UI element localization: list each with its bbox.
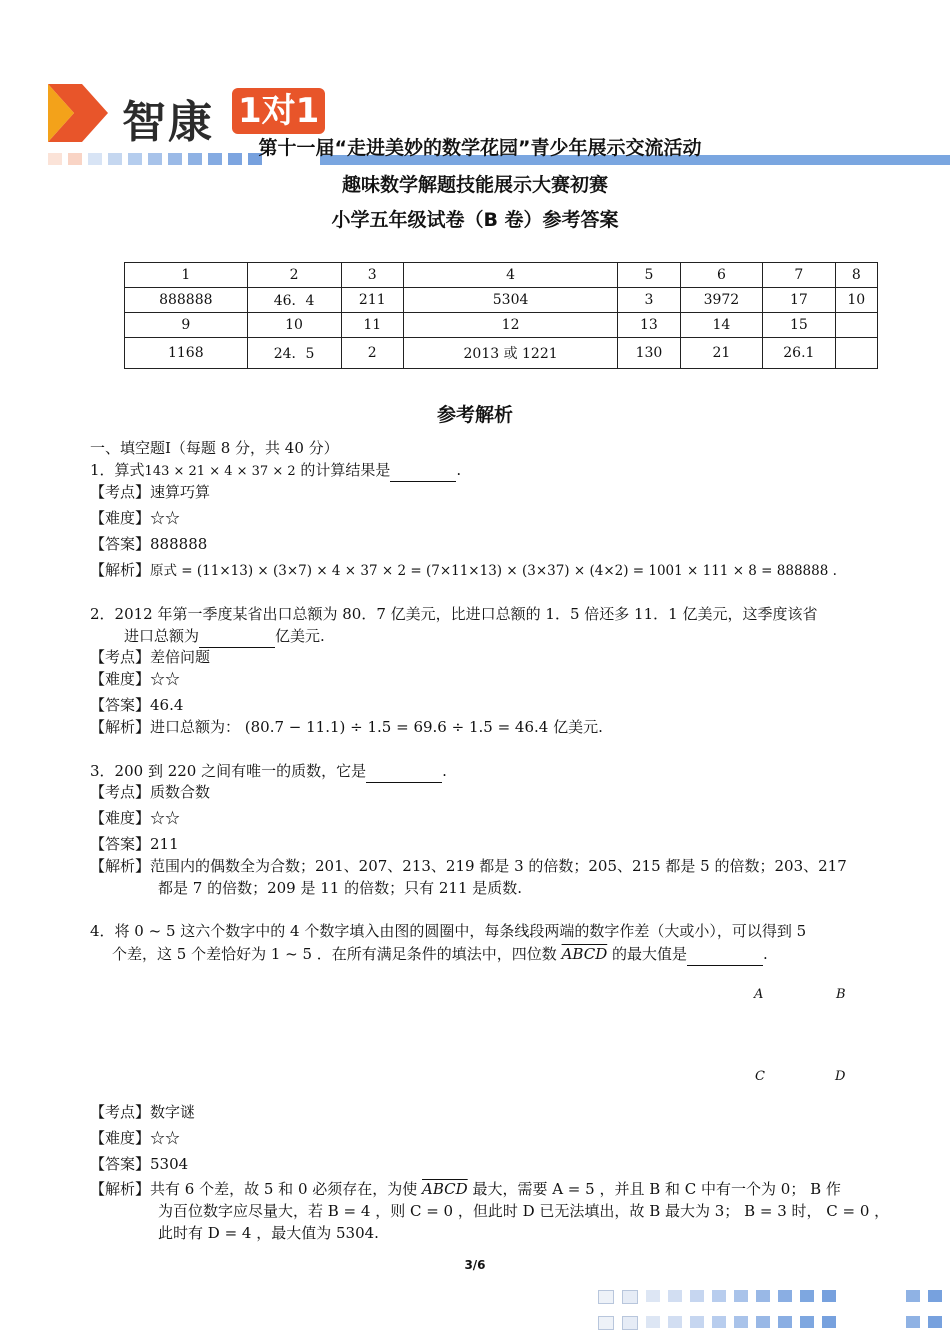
question-text: 3．200 到 220 之间有唯一的质数，它是	[90, 762, 367, 780]
table-cell: 12	[403, 313, 617, 338]
section-heading: 一、填空题Ⅰ（每题 8 分，共 40 分）	[90, 439, 339, 457]
label: 【难度】	[90, 509, 151, 527]
value: 5304	[150, 1155, 189, 1173]
q2-kaodian	[90, 646, 210, 668]
question-text: 进口总额为	[124, 627, 200, 645]
brand-badge: 1对1	[232, 88, 325, 134]
value: 888888	[150, 535, 208, 553]
table-cell: 3972	[680, 288, 762, 313]
answer-blank	[687, 943, 763, 966]
table-cell	[835, 338, 877, 369]
table-cell: 5	[618, 263, 680, 288]
table-cell: 8	[835, 263, 877, 288]
label: 【答案】	[90, 1155, 151, 1173]
overlined-number: ABCD	[561, 945, 608, 963]
question-text: 的最大值是	[607, 945, 687, 963]
label: 【难度】	[90, 1129, 151, 1147]
math-expression: 143 × 21 × 4 × 37 × 2	[144, 464, 296, 479]
label: 【解析】	[90, 718, 151, 736]
brand-name: 智康	[122, 97, 214, 148]
answer-blank	[366, 760, 442, 783]
q3-jiexi-line-2: 都是 7 的倍数；209 是 11 的倍数；只有 211 是质数.	[158, 879, 523, 897]
answer-blank	[199, 625, 275, 648]
question-3-stem	[90, 760, 447, 783]
decorative-squares-corner-2	[906, 1316, 942, 1328]
q4-jiexi-line-2: 为百位数字应尽量大，若 B = 4 ，则 C = 0 ，但此时 D 已无法填出，故 B 最大为 3； B = 3 时， C = 0 ，	[158, 1202, 890, 1220]
table-row	[125, 313, 878, 338]
question-text: .	[456, 461, 462, 479]
table-cell: 1168	[125, 338, 248, 369]
label: 【答案】	[90, 835, 151, 853]
table-cell: 21	[680, 338, 762, 369]
question-text: 的计算结果是	[295, 461, 391, 479]
q3-jiexi	[90, 855, 847, 877]
figure-label-d: D	[835, 1069, 846, 1084]
table-cell: 2	[247, 263, 341, 288]
table-cell: 10	[247, 313, 341, 338]
label: 【考点】	[90, 1103, 151, 1121]
question-2-stem-line-2	[124, 625, 325, 648]
label: 【考点】	[90, 483, 151, 501]
table-cell: 3	[341, 263, 403, 288]
title-line-1: 第十一届“走进美妙的数学花园”青少年展示交流活动	[258, 137, 702, 159]
table-cell: 2013 或 1221	[403, 338, 617, 369]
title-line-3: 小学五年级试卷（B 卷）参考答案	[331, 209, 619, 231]
question-4-stem-line-2	[112, 943, 768, 966]
table-row	[125, 288, 878, 313]
label: 【答案】	[90, 535, 151, 553]
value: 原式 = (11×13) × (3×7) × 4 × 37 × 2 = (7×11×13) × (3×37) × (4×2) = 1001 × 111 × 8 = 888888 .	[150, 563, 837, 579]
table-cell: 9	[125, 313, 248, 338]
answer-table	[124, 262, 878, 369]
table-cell: 26.1	[763, 338, 835, 369]
figure-label-c: C	[755, 1069, 765, 1084]
overlined-number: ABCD	[422, 1180, 468, 1198]
value: 最大，需要 A = 5 ，并且 B 和 C 中有一个为 0； B 作	[467, 1180, 841, 1198]
question-4-stem-line-1: 4．将 0 ~ 5 这六个数字中的 4 个数字填入由图的圆圈中，每条线段两端的数字作差（大或小），可以得到 5	[90, 922, 807, 940]
table-cell: 46．4	[247, 288, 341, 313]
question-text: .	[763, 945, 768, 963]
label: 【解析】	[90, 561, 151, 579]
difficulty-stars: ☆☆	[150, 809, 181, 827]
table-cell: 888888	[125, 288, 248, 313]
question-text: 个差，这 5 个差恰好为 1 ~ 5 ．在所有满足条件的填法中，四位数	[112, 945, 562, 963]
question-text: .	[442, 762, 447, 780]
label: 【答案】	[90, 696, 151, 714]
table-cell: 211	[341, 288, 403, 313]
q2-nandu	[90, 668, 180, 690]
label: 【难度】	[90, 670, 151, 688]
analysis-heading: 参考解析	[436, 404, 513, 426]
question-2-stem-line-1: 2．2012 年第一季度某省出口总额为 80．7 亿美元，比进口总额的 1．5 倍还多 11．1 亿美元，这季度该省	[90, 605, 818, 623]
q3-nandu	[90, 807, 180, 829]
decorative-squares-bottom-1	[598, 1290, 836, 1304]
q1-jiexi	[90, 559, 837, 582]
figure-label-a: A	[754, 987, 764, 1002]
value: 质数合数	[150, 783, 211, 801]
table-cell: 7	[763, 263, 835, 288]
table-cell: 24．5	[247, 338, 341, 369]
decorative-squares-corner-1	[906, 1290, 942, 1302]
value: 46.4	[150, 696, 184, 714]
value: 进口总额为： (80.7 − 11.1) ÷ 1.5 = 69.6 ÷ 1.5 = 46.4 亿美元.	[150, 718, 603, 736]
table-cell: 5304	[403, 288, 617, 313]
q2-daan	[90, 694, 183, 716]
table-cell: 13	[618, 313, 680, 338]
figure-label-b: B	[836, 987, 846, 1002]
q3-daan	[90, 833, 179, 855]
table-cell: 130	[618, 338, 680, 369]
table-cell: 15	[763, 313, 835, 338]
value: 211	[150, 835, 179, 853]
q1-nandu	[90, 507, 180, 529]
value: 数字谜	[150, 1103, 196, 1121]
q4-daan	[90, 1153, 188, 1175]
table-row	[125, 338, 878, 369]
answer-blank	[390, 459, 456, 482]
value: 范围内的偶数全为合数；201、207、213、219 都是 3 的倍数；205、215 都是 5 的倍数；203、217	[150, 857, 847, 875]
q4-jiexi-line-3: 此时有 D = 4 ，最大值为 5304.	[158, 1224, 379, 1242]
label: 【考点】	[90, 783, 151, 801]
value: 差倍问题	[150, 648, 211, 666]
table-cell: 3	[618, 288, 680, 313]
label: 【难度】	[90, 809, 151, 827]
label: 【解析】	[90, 1180, 151, 1198]
table-row	[125, 263, 878, 288]
page-number: 3/6	[464, 1258, 486, 1272]
title-line-2: 趣味数学解题技能展示大赛初赛	[341, 174, 608, 196]
difficulty-stars: ☆☆	[150, 670, 181, 688]
value: 速算巧算	[150, 483, 211, 501]
table-cell: 6	[680, 263, 762, 288]
q1-daan	[90, 533, 207, 555]
table-cell: 14	[680, 313, 762, 338]
question-text: 亿美元.	[275, 627, 325, 645]
table-cell: 10	[835, 288, 877, 313]
q3-kaodian	[90, 781, 210, 803]
label: 【解析】	[90, 857, 151, 875]
q4-jiexi	[90, 1178, 841, 1200]
q4-nandu	[90, 1127, 180, 1149]
q4-kaodian	[90, 1101, 195, 1123]
table-cell: 1	[125, 263, 248, 288]
question-1-stem	[90, 459, 461, 483]
label: 【考点】	[90, 648, 151, 666]
difficulty-stars: ☆☆	[150, 509, 181, 527]
q2-jiexi	[90, 716, 603, 738]
table-cell: 4	[403, 263, 617, 288]
table-cell: 17	[763, 288, 835, 313]
difficulty-stars: ☆☆	[150, 1129, 181, 1147]
q1-kaodian	[90, 481, 210, 503]
decorative-squares-bottom-2	[598, 1316, 836, 1330]
value: 共有 6 个差，故 5 和 0 必须存在，为使	[150, 1180, 423, 1198]
table-cell: 11	[341, 313, 403, 338]
table-cell: 2	[341, 338, 403, 369]
table-cell	[835, 313, 877, 338]
question-text: 1．算式	[90, 461, 145, 479]
